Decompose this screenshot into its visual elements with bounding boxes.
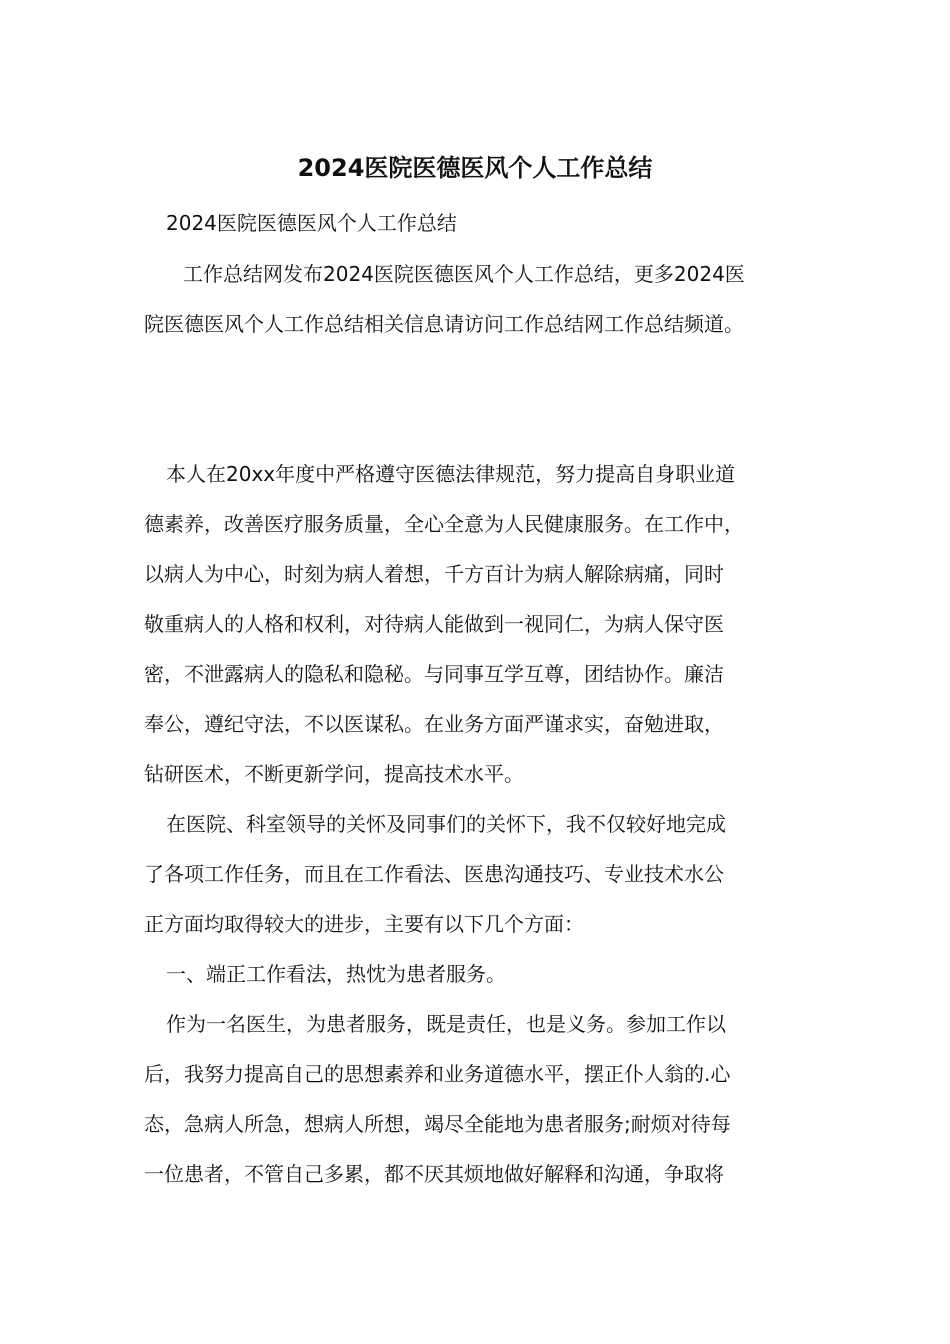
paragraph-line: 敬重病人的人格和权利，对待病人能做到一视同仁，为病人保守医: [144, 612, 724, 636]
intro-line: 院医德医风个人工作总结相关信息请访问工作总结网工作总结频道。: [144, 312, 744, 336]
document-subtitle: 2024医院医德医风个人工作总结: [166, 211, 457, 235]
paragraph-line: 奉公，遵纪守法，不以医谋私。在业务方面严谨求实，奋勉进取，: [144, 712, 724, 736]
paragraph-line: 态，急病人所急，想病人所想，竭尽全能地为患者服务;耐烦对待每: [144, 1112, 731, 1136]
intro-line: 工作总结网发布2024医院医德医风个人工作总结，更多2024医: [183, 262, 745, 286]
section-heading: 一、端正工作看法，热忱为患者服务。: [166, 962, 506, 986]
paragraph-line: 以病人为中心，时刻为病人着想，千方百计为病人解除病痛，同时: [144, 562, 724, 586]
paragraph-line: 德素养，改善医疗服务质量，全心全意为人民健康服务。在工作中，: [144, 512, 744, 536]
paragraph-line: 正方面均取得较大的进步，主要有以下几个方面：: [144, 912, 584, 936]
paragraph-line: 后，我努力提高自己的思想素养和业务道德水平，摆正仆人翁的.心: [144, 1062, 731, 1086]
paragraph-line: 本人在20xx年度中严格遵守医德法律规范，努力提高自身职业道: [166, 462, 736, 486]
paragraph-line: 一位患者，不管自己多累，都不厌其烦地做好解释和沟通，争取将: [144, 1162, 724, 1186]
paragraph-line: 了各项工作任务，而且在工作看法、医患沟通技巧、专业技术水公: [144, 862, 724, 886]
paragraph-line: 钻研医术，不断更新学问，提高技术水平。: [144, 762, 524, 786]
paragraph-line: 作为一名医生，为患者服务，既是责任，也是义务。参加工作以: [166, 1012, 726, 1036]
paragraph-line: 在医院、科室领导的关怀及同事们的关怀下，我不仅较好地完成: [166, 812, 726, 836]
paragraph-line: 密，不泄露病人的隐私和隐秘。与同事互学互尊，团结协作。廉洁: [144, 662, 724, 686]
document-title: 2024医院医德医风个人工作总结: [297, 154, 653, 182]
